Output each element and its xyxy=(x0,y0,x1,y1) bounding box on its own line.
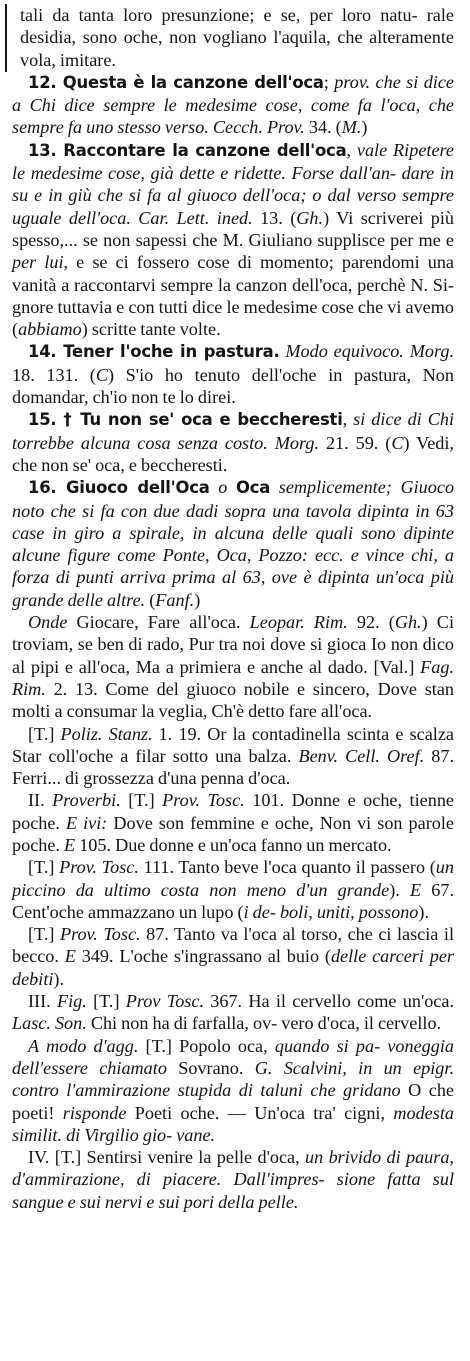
text-run: [T.] xyxy=(28,723,61,744)
paragraph xyxy=(12,611,454,722)
italic-text: Prov Tosc. xyxy=(125,991,204,1012)
italic-text: M. xyxy=(341,117,362,138)
text-run: Poeti oche. — Un'oca tra' cigni, xyxy=(126,1102,394,1123)
text-run: 105. Due donne e un'oca fanno un mercato. xyxy=(75,834,392,855)
entry-headword: 16. Giuoco dell'Oca xyxy=(28,478,210,498)
text-run: ) scritte tante volte. xyxy=(81,319,221,340)
paragraph xyxy=(12,71,454,139)
entry-headword: 12. Questa è la canzone dell'oca xyxy=(28,72,324,92)
text-run: Sovrano. xyxy=(166,1057,255,1078)
italic-text: C xyxy=(391,432,404,453)
italic-text: o xyxy=(218,477,228,498)
entry-headword: 15. † Tu non se' oca e beccheresti xyxy=(28,410,343,430)
text-run: , xyxy=(342,409,354,430)
paragraph xyxy=(12,139,454,341)
italic-text: Proverbi. xyxy=(52,790,121,811)
text-run: 349. L'oche s'ingrassano al buio ( xyxy=(75,946,331,967)
italic-text: Poliz. Stanz. xyxy=(60,723,153,744)
italic-text: A modo d'agg. xyxy=(28,1035,139,1056)
text-run: 87. Ferri... di grossezza d'una penna d'oca. xyxy=(12,745,454,789)
italic-text: Lasc. Son. xyxy=(12,1013,87,1034)
italic-text: per lui xyxy=(12,252,64,273)
entry-headword: 13. Raccontare la canzone dell'oca xyxy=(28,140,347,160)
text-run: 34. ( xyxy=(304,117,342,138)
text-run xyxy=(210,477,219,497)
text-run: , e se ci fossero cose di momento; parendomi una vanità a raccontarvi sempre la canzon dell'oca, perchè N. Si- gnore tuttavia e con tutti dice le medesime cose che vi avemo ( xyxy=(12,252,454,340)
text-run: , xyxy=(346,139,357,160)
entry-headword: Oca xyxy=(235,478,271,498)
italic-text: Prov. Tosc. xyxy=(59,924,141,945)
italic-text: G. Scalvini, in un epigr. contro l'ammirazione stupida di taluni che gridano xyxy=(12,1057,454,1101)
paragraph xyxy=(12,4,454,71)
text-run xyxy=(270,477,279,497)
margin-bracket xyxy=(5,4,7,72)
italic-text: semplicemente; Giuoco noto che si fa con due dadi sopra una tavola dipinta in 63 case in giro a spirale, in alcuna delle quali sono dipinte alcune figure come Ponte, Oca, Pozzo: ecc. e vince chi, a forza di punti arriva prima al 63, ove è dipinta un'oca più grande delle altre. xyxy=(12,477,455,610)
text-run: ). xyxy=(53,968,65,989)
entry-text xyxy=(12,4,454,1213)
italic-text: E xyxy=(409,879,422,900)
text-run: 92. ( xyxy=(347,612,395,633)
entry-headword: 14. Tener l'oche in pastura. xyxy=(28,342,280,362)
text-run: ) Vedi, che non se' oca, e beccheresti. xyxy=(12,432,454,475)
text-run: 67. Cent'oche ammazzano un lupo ( xyxy=(12,879,455,922)
text-run: ) S'io ho tenuto dell'oche in pastura, Non domandar, ch'io non te lo direi. xyxy=(12,364,454,408)
paragraph xyxy=(12,476,454,611)
italic-text: Gh. xyxy=(394,612,422,633)
paragraph xyxy=(12,1146,454,1213)
italic-text: E xyxy=(64,834,76,855)
text-run: ; xyxy=(323,71,335,92)
paragraph xyxy=(12,789,454,856)
italic-text: C xyxy=(95,364,108,385)
text-run: O che poeti! xyxy=(12,1080,455,1123)
text-run: 101. Donne e oche, tienne poche. xyxy=(12,790,454,833)
italic-text: prov. che si dice a Chi dice sempre le medesime cose, come fa l'oca, che sempre fa uno stesso verso. Cecch. Prov. xyxy=(12,71,454,138)
italic-text: Fig. xyxy=(57,991,87,1012)
italic-text: abbiamo xyxy=(18,319,82,340)
italic-text: vale Ripetere le medesime cose, già dette e ridette. Forse dall'an- dare in su e in giù che si fa al giuoco dell'oca; o dal verso sempre uguale dell'oca. Car. Lett. ined. xyxy=(12,139,454,228)
italic-text: un piccino da ultimo costa non meno d'un grande xyxy=(12,857,454,900)
paragraph xyxy=(12,340,454,408)
paragraph xyxy=(12,723,454,790)
italic-text: Benv. Cell. Oref. xyxy=(298,745,425,766)
paragraph xyxy=(12,408,454,476)
text-run: 13. ( xyxy=(252,207,297,228)
italic-text: Modo equivoco. Morg. xyxy=(285,341,454,362)
text-run: ) Vi scriverei più spesso,... se non sapessi che M. Giuliano supplisce per me e xyxy=(12,207,454,250)
text-run: IV. [T.] Sentirsi venire la pelle d'oca, xyxy=(28,1147,306,1168)
paragraph xyxy=(12,856,454,923)
italic-text: Prov. Tosc. xyxy=(162,790,245,811)
italic-text: quando si pa- voneggia dell'essere chiamato xyxy=(12,1035,455,1078)
italic-text: Fag. Rim. xyxy=(12,656,454,699)
text-run: III. xyxy=(28,991,57,1012)
text-run: [T.] xyxy=(120,790,163,811)
text-run: ) Ci troviam, se ben di rado, Pur tra noi dove si gioca Io non dico al pipi e all'oca, Ma a primiera e anche al dado. [Val.] xyxy=(12,612,454,677)
italic-text: Fanf. xyxy=(155,589,195,610)
text-run: ) xyxy=(194,589,201,610)
text-run: 18. 131. ( xyxy=(12,364,96,385)
italic-text: un brivido di paura, d'ammirazione, di piacere. Dall'impres- sione fatta sul sangue e sui nervi e sui pori della pelle. xyxy=(12,1147,454,1212)
text-run: 111. Tanto beve l'oca quanto il passero ( xyxy=(138,857,436,878)
text-run: ) xyxy=(361,117,368,138)
text-run: ). xyxy=(418,901,430,922)
text-run: ). xyxy=(389,879,410,900)
text-run: Chi non ha di farfalla, ov- vero d'oca, il cervello. xyxy=(86,1013,442,1034)
italic-text: Gh. xyxy=(296,207,324,228)
text-run: 367. Ha il cervello come un'oca. xyxy=(204,991,455,1012)
italic-text: i de- boli, uniti, possono xyxy=(243,901,419,922)
italic-text: Prov. Tosc. xyxy=(59,857,139,878)
italic-text: E xyxy=(64,946,76,967)
text-run: [T.] Popolo oca, xyxy=(138,1035,275,1056)
italic-text: si dice di Chi torrebbe alcuna cosa senza costo. Morg. xyxy=(12,409,454,453)
italic-text: E ivi: xyxy=(66,812,108,833)
italic-text: delle carceri per debiti xyxy=(12,946,455,989)
text-run xyxy=(227,477,236,497)
paragraph xyxy=(12,1035,454,1146)
text-run: 2. 13. Come del giuoco nobile e sincero, Dove stan molti a consumar la veglia, Ch'è detto fare all'oca. xyxy=(12,678,454,722)
text-run: [T.] xyxy=(28,857,60,878)
text-run: [T.] xyxy=(86,991,126,1012)
italic-text: risponde xyxy=(62,1102,127,1123)
text-run: tali da tanta loro presunzione; e se, per loro natu- rale desidia, sono oche, non vogliano l'aquila, che alteramente vola, imitare. xyxy=(20,5,454,70)
paragraph xyxy=(12,923,454,990)
italic-text: Onde xyxy=(28,612,68,633)
text-run: II. xyxy=(28,790,53,811)
text-run: 1. 19. Or la contadinella scinta e scalza Star coll'oche a filar sotto una balza. xyxy=(12,723,454,766)
text-run: 21. 59. ( xyxy=(319,432,392,453)
text-run: [T.] xyxy=(28,924,60,945)
text-run: Dove son femmine e oche, Non vi son parole poche. xyxy=(12,812,454,855)
italic-text: modesta similit. di Virgilio gio- vane. xyxy=(12,1102,454,1145)
text-run: ( xyxy=(145,589,156,610)
text-run: Giocare, Fare all'oca. xyxy=(67,612,250,633)
text-run: 87. Tanto va l'oca al torso, che ci lascia il becco. xyxy=(12,924,455,967)
paragraph xyxy=(12,990,454,1035)
italic-text: Leopar. Rim. xyxy=(249,612,348,633)
